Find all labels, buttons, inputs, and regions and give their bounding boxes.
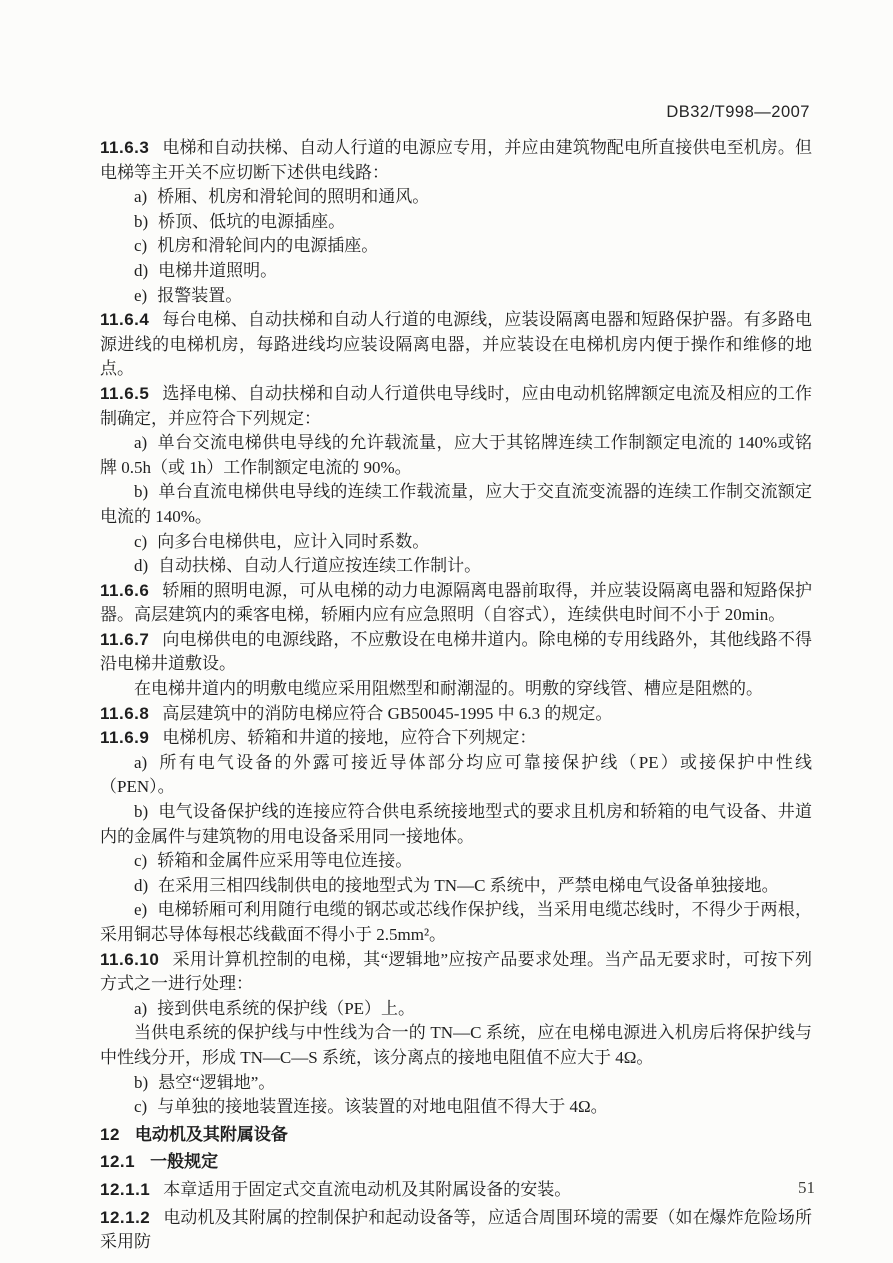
subsection-title: 一般规定 [150, 1152, 219, 1172]
list-text: 在采用三相四线制供电的接地型式为 TN—C 系统中，严禁电梯电气设备单独接地。 [158, 875, 779, 895]
clause-number: 11.6.4 [100, 310, 150, 330]
list-label: b) [134, 482, 149, 502]
clause-text: 电梯和自动扶梯、自动人行道的电源应专用，并应由建筑物配电所直接供电至机房。但电梯等主开关不应切断下述供电线路： [100, 138, 812, 182]
list-item-a [100, 431, 812, 480]
document-code: DB32/T998—2007 [666, 103, 810, 121]
clause-11-6-7 [100, 628, 812, 677]
clause-number: 11.6.6 [100, 580, 150, 600]
list-label: c) [134, 851, 148, 871]
clause-text: 向电梯供电的电源线路，不应敷设在电梯井道内。除电梯的专用线路外，其他线路不得沿电梯井道敷设。 [100, 629, 812, 674]
list-item-a [100, 751, 812, 800]
list-text: 悬空“逻辑地”。 [158, 1072, 276, 1092]
clause-number: 11.6.9 [100, 728, 150, 748]
clause-11-6-5 [100, 382, 812, 431]
list-text: 电气设备保护线的连接应符合供电系统接地型式的要求且机房和轿箱的电气设备、井道内的金属件与建筑物的用电设备采用同一接地体。 [100, 802, 812, 846]
list-label: d) [134, 556, 149, 576]
list-item-a [100, 997, 812, 1022]
list-text: 单台交流电梯供电导线的允许载流量，应大于其铭牌连续工作制额定电流的 140%或铭牌 0.5h（或 1h）工作制额定电流的 90%。 [100, 433, 812, 477]
section-12 [100, 1123, 812, 1255]
list-text: 轿箱和金属件应采用等电位连接。 [157, 851, 413, 871]
list-item-c [100, 849, 812, 874]
list-text: 报警装置。 [157, 285, 243, 305]
list-label: b) [134, 1072, 149, 1092]
clause-number: 11.6.8 [100, 703, 150, 723]
clause-12-1-2 [100, 1206, 812, 1255]
clause-number: 12.1.1 [100, 1179, 151, 1199]
section-title: 电动机及其附属设备 [134, 1124, 288, 1144]
list-label: d) [134, 875, 149, 895]
clause-number: 11.6.7 [100, 629, 150, 649]
list-item-d [100, 874, 812, 899]
section-number: 12 [100, 1124, 120, 1144]
list-label: a) [134, 433, 148, 453]
page-number: 51 [798, 1178, 815, 1197]
clause-number: 11.6.3 [100, 138, 150, 157]
document-body [100, 136, 812, 1255]
clause-number: 11.6.10 [100, 949, 160, 969]
clause-12-1-1 [100, 1178, 812, 1203]
list-item-e [100, 284, 812, 309]
subsection-number: 12.1 [100, 1152, 136, 1172]
clause-text: 采用计算机控制的电梯，其“逻辑地”应按产品要求处理。当产品无要求时，可按下列方式之一进行处理： [100, 949, 812, 994]
paragraph: 当供电系统的保护线与中性线为合一的 TN—C 系统，应在电梯电源进入机房后将保护线与中性线分开，形成 TN—C—S 系统，该分离点的接地电阻值不应大于 4Ω。 [100, 1023, 812, 1067]
clause-text: 本章适用于固定式交直流电动机及其附属设备的安装。 [163, 1179, 572, 1199]
list-text: 所有电气设备的外露可接近导体部分均应可靠接保护线（PE）或接保护中性线（PEN）。 [100, 752, 812, 797]
list-label: e) [134, 900, 148, 920]
list-text: 与单独的接地装置连接。该装置的对地电阻值不得大于 4Ω。 [157, 1097, 608, 1117]
list-text: 向多台电梯供电，应计入同时系数。 [157, 531, 430, 551]
list-item-b [100, 480, 812, 529]
list-text: 自动扶梯、自动人行道应按连续工作制计。 [158, 556, 482, 576]
clause-11-6-8 [100, 702, 812, 727]
list-item-b [100, 800, 812, 849]
list-label: c) [134, 531, 148, 551]
clause-11-6-9 [100, 726, 812, 751]
list-label: d) [134, 260, 149, 280]
list-text: 单台直流电梯供电导线的连续工作载流量，应大于交直流变流器的连续工作制交流额定电流的 140%。 [100, 482, 812, 526]
list-text: 接到供电系统的保护线（PE）上。 [157, 998, 416, 1018]
list-item-d [100, 259, 812, 284]
clause-text: 轿厢的照明电源，可从电梯的动力电源隔离电器前取得，并应装设隔离电器和短路保护器。高层建筑内的乘客电梯，轿厢内应有应急照明（自容式），连续供电时间不小于 20min。 [100, 580, 812, 625]
clause-11-6-3 [100, 136, 812, 185]
list-item-c [100, 530, 812, 555]
list-label: b) [134, 211, 149, 231]
section-heading [100, 1123, 812, 1148]
list-label: e) [134, 285, 148, 305]
list-label: a) [134, 752, 148, 772]
list-label: c) [134, 1097, 148, 1117]
list-item-a [100, 185, 812, 210]
list-item-b [100, 210, 812, 235]
list-item-c [100, 1095, 812, 1120]
list-item-c [100, 234, 812, 259]
list-label: a) [134, 187, 148, 207]
list-text: 电梯井道照明。 [158, 260, 278, 280]
list-text: 电梯轿厢可利用随行电缆的钢芯或芯线作保护线，当采用电缆芯线时，不得少于两根，采用铜芯导体每根芯线截面不得小于 2.5mm²。 [100, 900, 812, 944]
subsection-heading [100, 1150, 812, 1175]
list-item-b [100, 1071, 812, 1096]
list-label: c) [134, 236, 148, 256]
clause-text: 电动机及其附属的控制保护和起动设备等，应适合周围环境的需要（如在爆炸危险场所采用防 [100, 1207, 812, 1252]
list-text: 桥厢、机房和滑轮间的照明和通风。 [157, 187, 430, 207]
clause-number: 12.1.2 [100, 1207, 151, 1227]
clause-text: 电梯机房、轿箱和井道的接地，应符合下列规定： [162, 728, 537, 748]
clause-11-6-4 [100, 308, 812, 382]
list-item-e [100, 898, 812, 947]
clause-text: 高层建筑中的消防电梯应符合 GB50045-1995 中 6.3 的规定。 [162, 703, 613, 723]
clause-text: 每台电梯、自动扶梯和自动人行道的电源线，应装设隔离电器和短路保护器。有多路电源进线的电梯机房，每路进线均应装设隔离电器，并应装设在电梯机房内便于操作和维修的地点。 [100, 310, 812, 379]
list-item-d [100, 554, 812, 579]
clause-11-6-6 [100, 579, 812, 628]
list-label: a) [134, 998, 148, 1018]
clause-11-6-10 [100, 948, 812, 997]
list-text: 机房和滑轮间内的电源插座。 [157, 236, 379, 256]
list-label: b) [134, 802, 149, 822]
clause-number: 11.6.5 [100, 383, 150, 403]
clause-text: 选择电梯、自动扶梯和自动人行道供电导线时，应由电动机铭牌额定电流及相应的工作制确定，并应符合下列规定： [100, 383, 812, 428]
list-text: 桥顶、低坑的电源插座。 [158, 211, 346, 231]
paragraph: 在电梯井道内的明敷电缆应采用阻燃型和耐潮湿的。明敷的穿线管、槽应是阻燃的。 [134, 679, 763, 699]
